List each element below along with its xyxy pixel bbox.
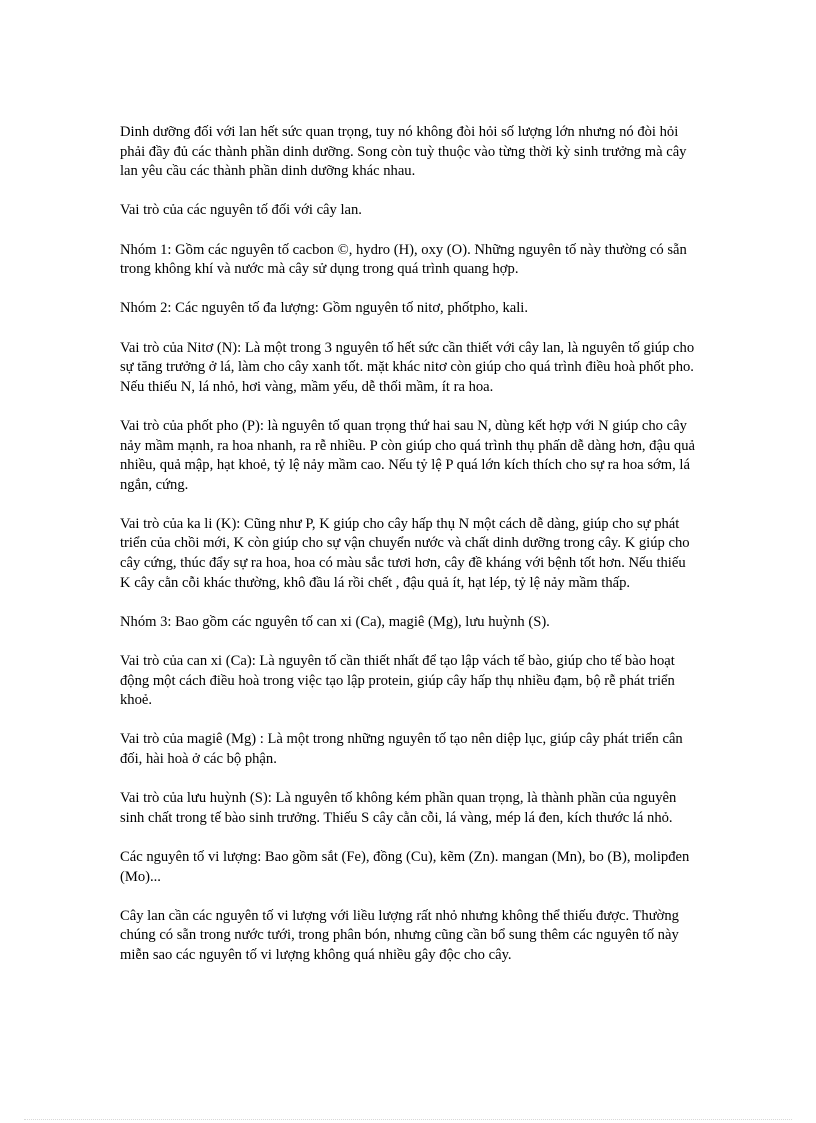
paragraph-intro: Dinh dưỡng đối với lan hết sức quan trọng, tuy nó không đòi hỏi số lượng lớn nhưng nó đòi hỏi phải đầy đủ các thành phần dinh dưỡng. Song còn tuỳ thuộc vào từng thời kỳ sinh trưởng mà cây lan yêu cầu các thành phần dinh dưỡng khác nhau.	[120, 124, 687, 180]
paragraph-nitrogen: Vai trò của Nitơ (N): Là một trong 3 nguyên tố hết sức cần thiết với cây lan, là nguyên tố giúp cho sự tăng trưởng ở lá, làm cho cây xanh tốt. mặt khác nitơ còn giúp cho quá trình điều hoà phốt pho. Nếu thiếu N, lá nhỏ, hơi vàng, mầm yếu, dễ thối mầm, ít ra hoa.	[120, 339, 695, 395]
paragraph-roles-heading: Vai trò của các nguyên tố đối với cây lan.	[120, 202, 362, 219]
document-body	[120, 123, 698, 985]
paragraph-potassium: Vai trò của ka li (K): Cũng như P, K giúp cho cây hấp thụ N một cách dễ dàng, giúp cho sự phát triển của chồi mới, K còn giúp cho sự vận chuyển nước và chất dinh dưỡng trong cây. K giúp cho cây cứng, thúc đẩy sự ra hoa, hoa có màu sắc tươi hơn, cây đề kháng với bệnh tốt hơn. Nếu thiếu K cây cằn cỗi khác thường, khô đầu lá rồi chết , đậu quả ít, hạt lép, tỷ lệ nảy mầm thấp.	[120, 515, 690, 591]
paragraph-group-2: Nhóm 2: Các nguyên tố đa lượng: Gồm nguyên tố nitơ, phốtpho, kali.	[120, 300, 529, 317]
paragraph-magnesium: Vai trò của magiê (Mg) : Là một trong những nguyên tố tạo nên diệp lục, giúp cây phát triển cân đối, hài hoà ở các bộ phận.	[120, 731, 683, 767]
paragraph-micronutrients-usage: Cây lan cần các nguyên tố vi lượng với liều lượng rất nhỏ nhưng không thể thiếu được. Thường chúng có sẵn trong nước tưới, trong phân bón, nhưng cũng cần bổ sung thêm các nguyên tố này miễn sao các nguyên tố vi lượng không quá nhiều gây độc cho cây.	[120, 907, 679, 963]
paragraph-calcium: Vai trò của can xi (Ca): Là nguyên tố cần thiết nhất để tạo lập vách tế bào, giúp cho tế bào hoạt động một cách điều hoà trong việc tạo lập protein, giúp cây hấp thụ nhiều đạm, bộ rễ phát triển khoẻ.	[120, 653, 675, 709]
paragraph-phosphorus: Vai trò của phốt pho (P): là nguyên tố quan trọng thứ hai sau N, dùng kết hợp với N giúp cho cây nảy mầm mạnh, ra hoa nhanh, ra rễ nhiều. P còn giúp cho quá trình thụ phấn dễ dàng hơn, đậu quả nhiều, quả mập, hạt khoẻ, tỷ lệ nảy mầm cao. Nếu tỷ lệ P quá lớn kích thích cho sự ra hoa sớm, lá ngắn, cứng.	[120, 417, 695, 493]
paragraph-sulfur: Vai trò của lưu huỳnh (S): Là nguyên tố không kém phần quan trọng, là thành phần của nguyên sinh chất trong tế bào sinh trưởng. Thiếu S cây cằn cỗi, lá vàng, mép lá đen, kích thước lá nhỏ.	[120, 790, 677, 826]
paragraph-group-3: Nhóm 3: Bao gồm các nguyên tố can xi (Ca), magiê (Mg), lưu huỳnh (S).	[120, 613, 550, 630]
paragraph-group-1: Nhóm 1: Gồm các nguyên tố cacbon ©, hydro (H), oxy (O). Những nguyên tố này thường có sẵn trong không khí và nước mà cây sử dụng trong quá trình quang hợp.	[120, 241, 687, 278]
paragraph-micronutrients: Các nguyên tố vi lượng: Bao gồm sắt (Fe), đồng (Cu), kẽm (Zn). mangan (Mn), bo (B), molipđen (Mo)...	[120, 848, 690, 885]
page-bottom-divider	[24, 1119, 792, 1120]
